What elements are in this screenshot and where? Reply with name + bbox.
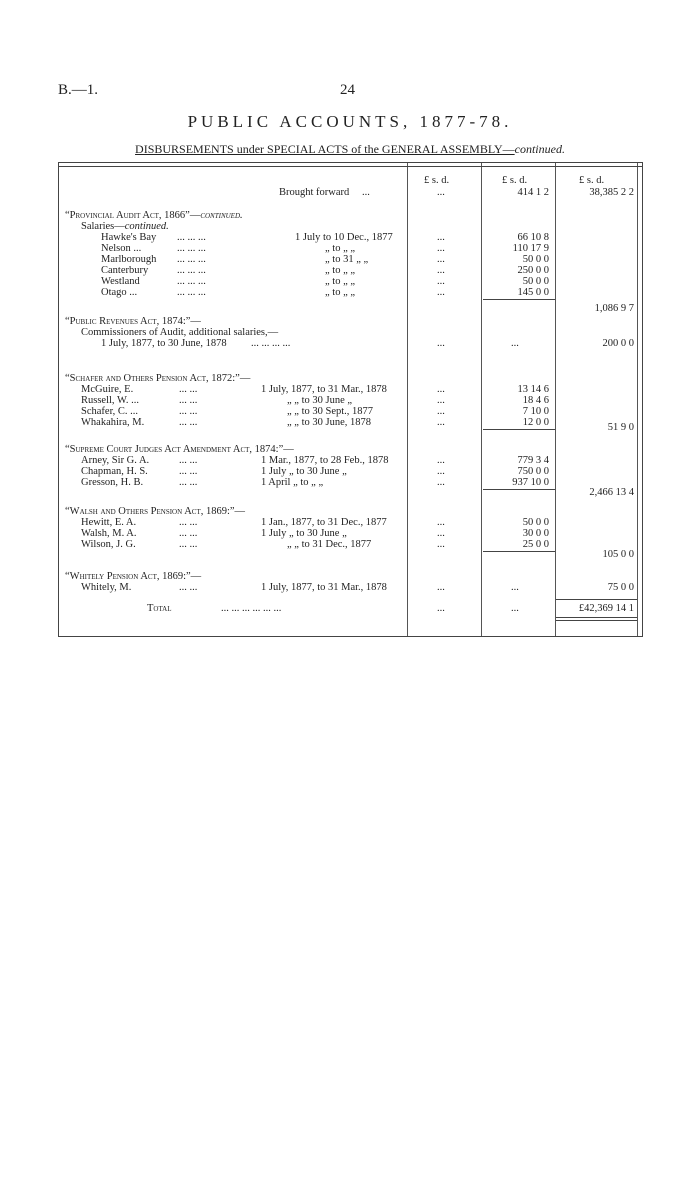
table-row-name: Hawke's Bay [101, 232, 157, 243]
page-number: 24 [340, 82, 355, 98]
column-rule [407, 163, 408, 636]
table-row-col1: ... [437, 466, 445, 477]
table-row-period: 1 Jan., 1877, to 31 Dec., 1877 [261, 517, 387, 528]
table-row-period: 1 Mar., 1877, to 28 Feb., 1878 [261, 455, 389, 466]
table-row-dots: ... ... [179, 517, 198, 528]
table-row-col2: ... [511, 582, 519, 593]
table-row-dots: ... ... ... [177, 232, 206, 243]
subtotal-rule [483, 299, 555, 300]
table-row-period: 1 July to 10 Dec., 1877 [295, 232, 393, 243]
table-row-name: Wilson, J. G. [81, 539, 136, 550]
brought-forward-dots: ... [362, 187, 370, 198]
table-row-name: Chapman, H. S. [81, 466, 148, 477]
table-row-col1: ... [437, 287, 445, 298]
section-heading: “Schafer and Others Pension Act, 1872:”— [65, 373, 251, 384]
table-row-period: 1 July, 1877, to 31 Mar., 1878 [261, 384, 387, 395]
table-row-col1: ... [437, 232, 445, 243]
table-row-name: McGuire, E. [81, 384, 134, 395]
section-heading: “Provincial Audit Act, 1866”—continued. [65, 210, 243, 221]
column-header-2: £ s. d. [502, 175, 528, 186]
brought-forward-col3: 38,385 2 2 [589, 187, 634, 198]
table-row-dots: ... ... [179, 384, 198, 395]
subtitle-main: DISBURSEMENTS under SPECIAL ACTS of the GENERAL ASSEMBLY— [135, 142, 515, 156]
table-row-col2: 66 10 8 [517, 232, 549, 243]
table-row-dots: ... ... [179, 395, 198, 406]
table-row-dots: ... ... [179, 466, 198, 477]
table-row-dots: ... ... [179, 455, 198, 466]
section-total: 105 0 0 [602, 549, 634, 560]
table-row-dots: ... ... ... [177, 243, 206, 254]
table-row-col2: 18 4 6 [522, 395, 549, 406]
table-row-name: Hewitt, E. A. [81, 517, 137, 528]
table-row-period: „ to „ „ [325, 243, 356, 254]
table-row-col2: 779 3 4 [517, 455, 549, 466]
table-row-name: Otago ... [101, 287, 138, 298]
table-row-period: „ „ to 30 Sept., 1877 [287, 406, 374, 417]
table-row-period: „ to „ „ [325, 276, 356, 287]
subtotal-rule [483, 429, 555, 430]
table-row-name: Whakahira, M. [81, 417, 145, 428]
total-col2: ... [511, 603, 519, 614]
table-row-period: 1 April „ to „ „ [261, 477, 324, 488]
table-row-dots: ... ... ... [177, 254, 206, 265]
table-row-dots: ... ... [179, 477, 198, 488]
page-subtitle [0, 142, 700, 157]
table-row-col2: 250 0 0 [517, 265, 549, 276]
subtotal-rule [483, 489, 555, 490]
table-row-name: Russell, W. ... [81, 395, 140, 406]
total-rule [556, 599, 637, 600]
table-row-col2: 937 10 0 [512, 477, 549, 488]
table-row-col1: ... [437, 254, 445, 265]
table-row-col2: 145 0 0 [517, 287, 549, 298]
table-row-col2: 13 14 6 [517, 384, 549, 395]
table-row-col1: ... [437, 517, 445, 528]
table-row-dots: ... ... [179, 539, 198, 550]
table-row-period: „ to „ „ [325, 287, 356, 298]
table-row-col1: ... [437, 455, 445, 466]
table-row-col2: 50 0 0 [522, 517, 549, 528]
table-row-col1: ... [437, 528, 445, 539]
section-total: 1,086 9 7 [594, 303, 634, 314]
table-row-dots: ... ... ... [177, 287, 206, 298]
table-row-col1: ... [437, 395, 445, 406]
section-heading: “Walsh and Others Pension Act, 1869:”— [65, 506, 246, 517]
table-row-name: Marlborough [101, 254, 157, 265]
section-heading: “Whitely Pension Act, 1869:”— [65, 571, 202, 582]
table-row-period: 1 July, 1877, to 30 June, 1878 [101, 338, 227, 349]
table-row-period: „ „ to 30 June, 1878 [287, 417, 371, 428]
table-row-col1: ... [437, 338, 445, 349]
table-row-name: Arney, Sir G. A. [81, 455, 150, 466]
total-label: Total [147, 603, 172, 614]
section-total: 2,466 13 4 [589, 487, 634, 498]
table-row-col2: 30 0 0 [522, 528, 549, 539]
section-heading: “Supreme Court Judges Act Amendment Act, 1874:”— [65, 444, 294, 455]
table-row-col2: 12 0 0 [522, 417, 549, 428]
table-row-name: Walsh, M. A. [81, 528, 137, 539]
table-row-col2: 750 0 0 [517, 466, 549, 477]
table-row-dots: ... ... [179, 417, 198, 428]
grand-total: £42,369 14 1 [578, 603, 634, 614]
table-row-col1: ... [437, 539, 445, 550]
table-row-period: „ to 31 „ „ [325, 254, 369, 265]
double-rule-top [556, 617, 637, 618]
brought-forward-col2: 414 1 2 [517, 187, 549, 198]
table-row-col1: ... [437, 265, 445, 276]
table-row-name: Nelson ... [101, 243, 142, 254]
table-row-dots: ... ... ... [177, 265, 206, 276]
page-title: PUBLIC ACCOUNTS, 1877-78. [187, 112, 513, 131]
table-row-col1: ... [437, 477, 445, 488]
section-total: 75 0 0 [607, 582, 634, 593]
table-row-col2: 50 0 0 [522, 254, 549, 265]
section-subheading: Salaries—continued. [81, 221, 169, 232]
table-row-name: Canterbury [101, 265, 149, 276]
disbursements-table [58, 162, 643, 637]
subtotal-rule [483, 551, 555, 552]
table-row-col2: ... [511, 338, 519, 349]
table-row-period: 1 July „ to 30 June „ [261, 466, 347, 477]
column-header-3: £ s. d. [579, 175, 605, 186]
table-row-name: Westland [101, 276, 140, 287]
section-total: 200 0 0 [602, 338, 634, 349]
table-row-col1: ... [437, 243, 445, 254]
column-header-1: £ s. d. [424, 175, 450, 186]
table-row-dots: ... ... [179, 582, 198, 593]
table-row-col1: ... [437, 276, 445, 287]
table-row-period: 1 July „ to 30 June „ [261, 528, 347, 539]
table-row-dots: ... ... ... [177, 276, 206, 287]
document-reference: B.—1. [58, 82, 99, 98]
subtitle-continued: continued. [514, 142, 565, 156]
table-row-col1: ... [437, 582, 445, 593]
table-row-col1: ... [437, 384, 445, 395]
table-row-col2: 110 17 9 [512, 243, 549, 254]
table-row-period: 1 July, 1877, to 31 Mar., 1878 [261, 582, 387, 593]
table-row-period: „ „ to 30 June „ [287, 395, 353, 406]
double-rule-bottom [556, 620, 637, 621]
table-row-col1: ... [437, 417, 445, 428]
total-col1: ... [437, 603, 445, 614]
section-subheading: Commissioners of Audit, additional salaries,— [81, 327, 279, 338]
brought-forward-col1: ... [437, 187, 445, 198]
column-rule [637, 163, 638, 636]
table-row-period: „ to „ „ [325, 265, 356, 276]
table-row-name: Gresson, H. B. [81, 477, 144, 488]
table-row-col2: 50 0 0 [522, 276, 549, 287]
table-row-name: Schafer, C. ... [81, 406, 139, 417]
brought-forward-label: Brought forward [279, 187, 350, 198]
table-row-col1: ... [437, 406, 445, 417]
table-row-name: Whitely, M. [81, 582, 132, 593]
total-dots: ... ... ... ... ... ... [221, 603, 282, 614]
table-row-dots: ... ... [179, 406, 198, 417]
table-row-dots: ... ... [179, 528, 198, 539]
table-row-period: „ „ to 31 Dec., 1877 [287, 539, 372, 550]
table-row-col2: 7 10 0 [522, 406, 549, 417]
table-row-dots: ... ... ... ... [251, 338, 291, 349]
section-total: 51 9 0 [607, 422, 634, 433]
section-heading: “Public Revenues Act, 1874:”— [65, 316, 201, 327]
table-row-col2: 25 0 0 [522, 539, 549, 550]
column-rule [555, 163, 556, 636]
top-rule [59, 166, 642, 167]
